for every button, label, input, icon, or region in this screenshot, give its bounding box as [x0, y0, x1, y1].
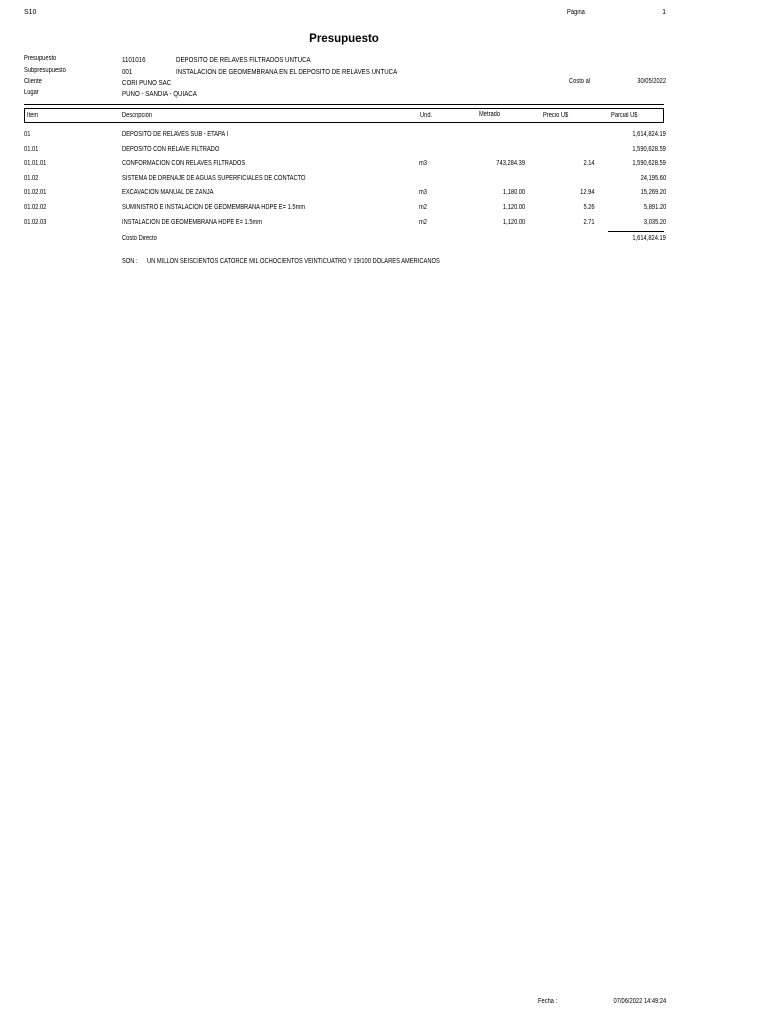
row-descripcion: SISTEMA DE DRENAJE DE AGUAS SUPERFICIALES DE CONTACTO — [122, 175, 306, 182]
son-text: UN MILLON SEISCIENTOS CATORCE MIL OCHOCIENTOS VEINTICUATRO Y 19/100 DOLARES AMERICANOS — [147, 258, 440, 265]
row-descripcion: DEPOSITO DE RELAVES SUB - ETAPA I — [122, 131, 229, 138]
total-rule — [608, 231, 664, 232]
table-header — [24, 108, 664, 123]
row-precio: 2.14 — [583, 160, 595, 167]
row-metrado: 1,120.00 — [502, 219, 525, 226]
row-item: 01 — [24, 131, 31, 138]
row-metrado: 743,284.39 — [496, 160, 525, 167]
row-precio: 2.71 — [583, 219, 595, 226]
row-descripcion: EXCAVACION MANUAL DE ZANJA — [122, 189, 214, 196]
costo-al-value: 30/05/2022 — [637, 78, 666, 85]
cliente-label: Cliente — [24, 78, 42, 85]
row-item: 01.02.01 — [24, 189, 47, 196]
row-und: m3 — [419, 189, 427, 196]
row-und: m3 — [419, 160, 427, 167]
col-parcial-header: Parcial U$ — [611, 112, 638, 119]
row-descripcion: INSTALACION DE GEOMEMBRANA HDPE E= 1.5mm — [122, 219, 263, 226]
row-und: m2 — [419, 219, 427, 226]
fecha-label: Fecha : — [538, 998, 558, 1005]
col-metrado-header: Metrado — [479, 111, 501, 118]
row-metrado: 1,180.00 — [502, 189, 525, 196]
col-und-header: Und. — [420, 112, 433, 119]
presupuesto-label: Presupuesto — [24, 55, 57, 62]
row-parcial: 24,195.60 — [640, 175, 666, 182]
presupuesto-code: 1101016 — [122, 55, 146, 64]
lugar-value: PUNO - SANDIA - QUIACA — [122, 89, 197, 98]
row-parcial: 15,269.20 — [640, 189, 666, 196]
row-item: 01.01 — [24, 146, 39, 153]
col-precio-header: Precio U$ — [543, 112, 569, 119]
row-item: 01.02 — [24, 175, 39, 182]
row-precio: 5.26 — [583, 204, 595, 211]
row-parcial: 3,035.20 — [643, 219, 666, 226]
row-parcial: 5,891.20 — [643, 204, 666, 211]
presupuesto-name: DEPOSITO DE RELAVES FILTRADOS UNTUCA — [176, 55, 311, 64]
row-item: 01.02.03 — [24, 219, 47, 226]
col-descripcion-header: Descripción — [122, 112, 152, 119]
subpresupuesto-name: INSTALACION DE GEOMEMBRANA EN EL DEPOSITO DE RELAVES UNTUCA — [176, 67, 398, 76]
row-item: 01.02.02 — [24, 204, 47, 211]
costo-al-label: Costo al — [569, 78, 591, 85]
row-parcial: 1,590,628.59 — [632, 160, 666, 167]
subpresupuesto-code: 001 — [122, 67, 133, 76]
row-descripcion: DEPOSITO CON RELAVE FILTRADO — [122, 146, 220, 153]
row-precio: 12.94 — [580, 189, 595, 196]
total-label: Costo Directo — [122, 235, 157, 242]
row-item: 01.01.01 — [24, 160, 47, 167]
row-und: m2 — [419, 204, 427, 211]
row-parcial: 1,590,628.59 — [632, 146, 666, 153]
cliente-value: CORI PUNO SAC — [122, 78, 172, 87]
row-descripcion: SUMINISTRO E INSTALACION DE GEOMEMBRANA HDPE E= 1.5mm — [122, 204, 306, 211]
total-value: 1,614,824.19 — [632, 235, 666, 242]
report-code: S10 — [24, 9, 37, 16]
subpresupuesto-label: Subpresupuesto — [24, 67, 66, 74]
page-label: Página — [567, 9, 585, 16]
row-metrado: 1,120.00 — [502, 204, 525, 211]
son-label: SON : — [122, 258, 138, 265]
fecha-value: 07/06/2022 14:49:24 — [613, 998, 666, 1005]
page-title: Presupuesto — [309, 33, 379, 45]
row-parcial: 1,614,824.19 — [632, 131, 666, 138]
header-divider — [24, 104, 664, 105]
row-descripcion: CONFORMACION CON RELAVES FILTRADOS — [122, 160, 246, 167]
page-number: 1 — [662, 9, 666, 16]
lugar-label: Lugar — [24, 89, 39, 96]
col-item-header: Item — [27, 112, 39, 119]
